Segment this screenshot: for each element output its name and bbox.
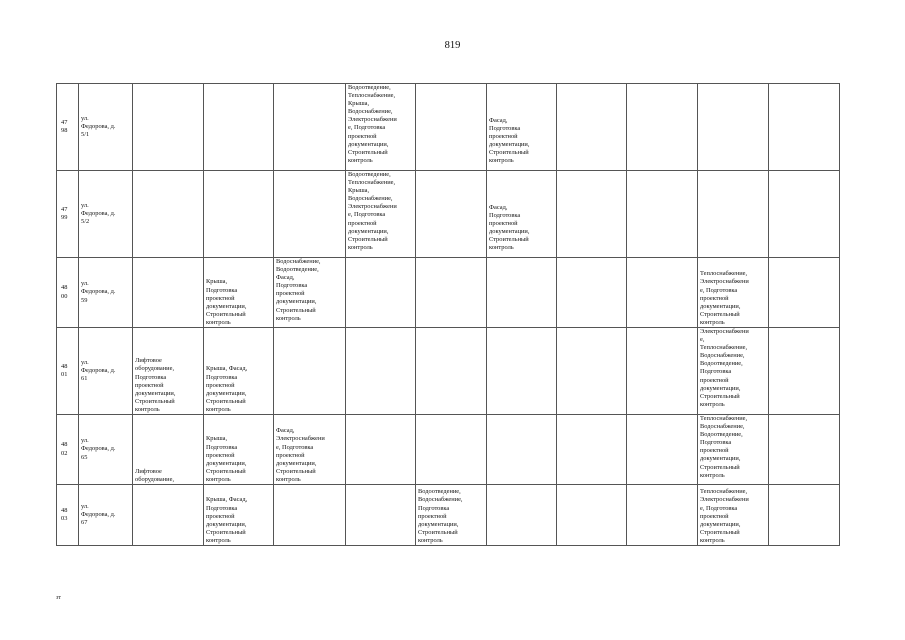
work-cell <box>627 84 698 171</box>
work-cell <box>133 84 204 171</box>
work-cell <box>557 415 627 485</box>
table-row <box>57 415 840 485</box>
work-cell <box>769 84 840 171</box>
page-number: 819 <box>444 40 461 51</box>
work-cell: Теплоснабжение, Электроснабжени е, Подготовка проектной документации, Строительный контроль <box>698 485 769 546</box>
work-cell: Теплоснабжение, Водоснабжение, Водоотведение, Подготовка проектной документации, Строительный контроль <box>698 415 769 485</box>
address-cell: ул. Федорова, д. 67 <box>79 485 133 546</box>
address-cell: ул. Федорова, д. 61 <box>79 328 133 415</box>
work-cell <box>204 84 274 171</box>
work-cell <box>487 415 557 485</box>
work-cell <box>416 258 487 328</box>
work-cell: Водоотведение, Теплоснабжение, Крыша, Водоснабжение, Электроснабжени е, Подготовка проектной документации, Строительный контроль <box>346 84 416 171</box>
work-cell <box>769 415 840 485</box>
work-cell <box>274 485 346 546</box>
row-number: 48 01 <box>57 328 79 415</box>
work-cell <box>487 485 557 546</box>
work-cell <box>204 171 274 258</box>
work-cell <box>346 328 416 415</box>
work-cell <box>346 485 416 546</box>
work-cell <box>557 485 627 546</box>
work-cell <box>769 171 840 258</box>
work-cell <box>769 485 840 546</box>
work-cell: Водоснабжение, Водоотведение, Фасад, Подготовка проектной документации, Строительный контроль <box>274 258 346 328</box>
work-cell <box>133 171 204 258</box>
row-number: 48 03 <box>57 485 79 546</box>
address-cell: ул. Федорова, д. 59 <box>79 258 133 328</box>
work-cell <box>627 328 698 415</box>
row-number: 48 00 <box>57 258 79 328</box>
work-cell <box>346 258 416 328</box>
work-cell <box>274 328 346 415</box>
work-cell <box>416 415 487 485</box>
footer-mark: зт <box>56 595 61 601</box>
table-row <box>57 328 840 415</box>
row-number: 47 98 <box>57 84 79 171</box>
work-cell <box>133 485 204 546</box>
table-row <box>57 258 840 328</box>
work-cell <box>627 258 698 328</box>
work-cell <box>416 84 487 171</box>
work-cell <box>769 258 840 328</box>
work-cell <box>698 84 769 171</box>
work-cell <box>769 328 840 415</box>
work-cell <box>346 415 416 485</box>
work-cell: Теплоснабжение, Электроснабжени е, Подготовка проектной документации, Строительный контроль <box>698 258 769 328</box>
work-cell <box>487 328 557 415</box>
address-cell: ул. Федорова, д. 65 <box>79 415 133 485</box>
table-row <box>57 171 840 258</box>
work-cell <box>627 171 698 258</box>
work-cell: Крыша, Подготовка проектной документации, Строительный контроль <box>204 415 274 485</box>
work-cell <box>557 171 627 258</box>
work-cell <box>274 171 346 258</box>
work-cell <box>416 171 487 258</box>
work-cell <box>557 84 627 171</box>
work-cell <box>557 328 627 415</box>
work-cell: Водоотведение, Водоснабжение, Подготовка проектной документации, Строительный контроль <box>416 485 487 546</box>
work-cell: Электроснабжени е, Теплоснабжение, Водоснабжение, Водоотведение, Подготовка проектной документации, Строительный контроль <box>698 328 769 415</box>
address-cell: ул. Федорова, д. 5/1 <box>79 84 133 171</box>
work-cell <box>627 415 698 485</box>
work-cell <box>627 485 698 546</box>
work-cell <box>416 328 487 415</box>
work-cell: Крыша, Фасад, Подготовка проектной документации, Строительный контроль <box>204 485 274 546</box>
work-cell <box>133 258 204 328</box>
work-cell <box>487 258 557 328</box>
work-cell: Фасад, Подготовка проектной документации, Строительный контроль <box>487 171 557 258</box>
row-number: 48 02 <box>57 415 79 485</box>
work-cell: Лифтовое оборудование, Подготовка проектной документации, Строительный контроль <box>133 328 204 415</box>
work-cell <box>557 258 627 328</box>
table-row <box>57 485 840 546</box>
address-cell: ул. Федорова, д. 5/2 <box>79 171 133 258</box>
work-cell: Крыша, Фасад, Подготовка проектной документации, Строительный контроль <box>204 328 274 415</box>
work-cell <box>274 84 346 171</box>
row-number: 47 99 <box>57 171 79 258</box>
work-cell: Фасад, Подготовка проектной документации, Строительный контроль <box>487 84 557 171</box>
repair-schedule-table <box>56 83 840 546</box>
work-cell <box>698 171 769 258</box>
table-row <box>57 84 840 171</box>
work-cell: Фасад, Электроснабжени е, Подготовка проектной документации, Строительный контроль <box>274 415 346 485</box>
work-cell: Лифтовое оборудование, <box>133 415 204 485</box>
work-cell: Крыша, Подготовка проектной документации, Строительный контроль <box>204 258 274 328</box>
work-cell: Водоотведение, Теплоснабжение, Крыша, Водоснабжение, Электроснабжени е, Подготовка проектной документации, Строительный контроль <box>346 171 416 258</box>
